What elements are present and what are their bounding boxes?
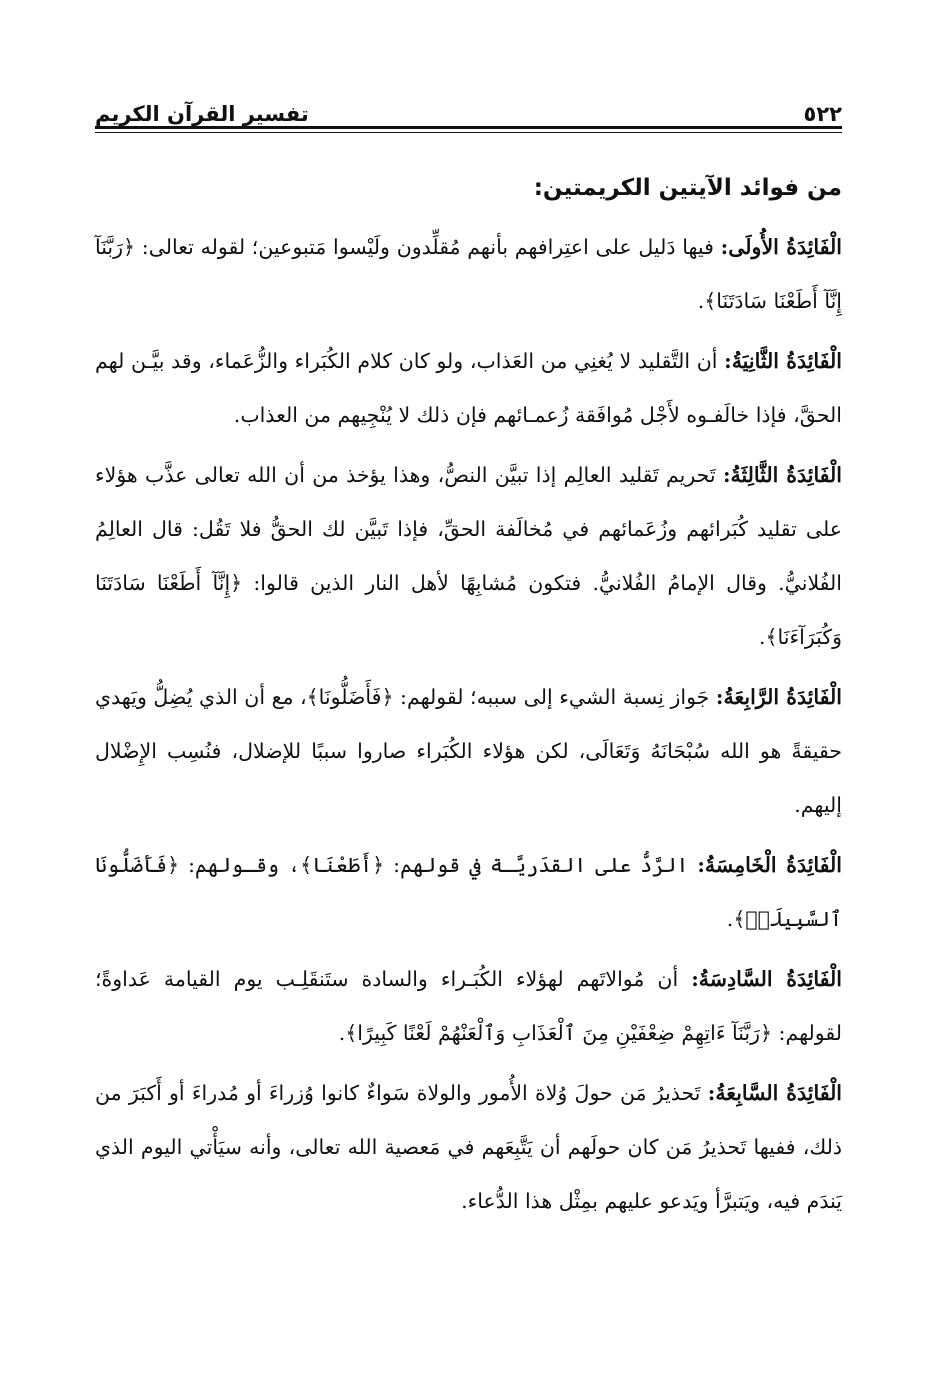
benefit-text: أن التَّقليد لا يُغنِي من العَذاب، ولو كان كلام الكُبَراء والزُّعَماء، وقد بيَّـن لهم الحقَّ، فإذا خالَفـوه لأَجْل مُوافَقة زُعمـائهم فإن ذلك لا يُنْجِيهم من العذاب.: [95, 349, 842, 427]
benefit-label: الْفَائِدَةُ السَّابِعَةُ:: [707, 1081, 843, 1105]
benefit-paragraph-2: [95, 334, 842, 442]
benefit-text: تَحذيرُ مَن حولَ وُلاة الأُمور والولاة سَواءٌ كانوا وُزراءَ أو مُدراءَ أو أَكبَرَ من ذلك، ففيها تَحذيرُ مَن كان حولَهم أن يَتَّبِعَهم في مَعصية الله تعالى، وأنه سيَأْتي اليوم الذي يَندَم فيه، ويَتبرَّأ ويَدعو عليهم بمِثْل هذا الدُّعاء.: [95, 1081, 842, 1213]
benefit-paragraph-6: [95, 952, 842, 1060]
benefit-text: جَواز نِسبة الشيء إلى سببه؛ لقولهم: ﴿فَأَضَلُّونَا﴾، مع أن الذي يُضِلُّ ويَهدي حقيقةً هو الله سُبْحَانَهُ وَتَعَالَى، لكن هؤلاء الكُبَراء صاروا سببًا للإضلال، فنُسِب الإِضْلال إليهم.: [95, 685, 842, 817]
benefit-text: تَحريم تَقليد العالِم إذا تبيَّن النصُّ، وهذا يؤخذ من أن الله تعالى عذَّب هؤلاء على تقليد كُبَرائهم وزُعَمائهم في مُخالَفة الحقِّ، فإذا تَبيَّن لك الحقُّ فلا تَقُل: قال العالِمُ الفُلانيُّ. وقال الإمامُ الفُلانيُّ. فتكون مُشابِهًا لأهل النار الذين قالوا: ﴿إِنَّآ أَطَعْنَا سَادَتَنَا وَكُبَرَآءَنَا﴾.: [95, 463, 842, 649]
benefit-label: الْفَائِدَةُ الثَّانِيَةُ:: [724, 349, 842, 373]
page-number: ٥٢٢: [803, 102, 842, 126]
benefit-label: الْفَائِدَةُ الرَّابِعَةُ:: [715, 685, 842, 709]
benefit-text: فيها دَليل على اعتِرافهم بأنهم مُقلِّدون ولَيْسوا مَتبوعين؛ لقوله تعالى: ﴿رَبَّنَآ إِنَّآ أَطَعْنَا سَادَتَنَا﴾.: [95, 235, 842, 313]
section-heading: من فوائد الآيتين الكريمتين:: [533, 175, 842, 201]
benefit-label: الْفَائِدَةُ الثَّالِثَةُ:: [722, 463, 842, 487]
benefit-paragraph-3: [95, 448, 842, 664]
benefit-paragraph-1: [95, 220, 842, 328]
book-title: تفسير القرآن الكريم: [95, 102, 309, 126]
benefit-label: الْفَائِدَةُ الأُولَى:: [720, 235, 842, 259]
header-rule: [95, 126, 842, 129]
benefit-text: الرَّدُّ على القدَريَّـة في قولهم: ﴿أَطَعْنَا﴾، وقـولهم: ﴿فَأَضَلُّونَا ٱلسَّبِيلَا۠﴾.: [95, 853, 842, 931]
benefit-paragraph-5: [95, 838, 842, 946]
page-body: [95, 162, 842, 1234]
benefit-label: الْفَائِدَةُ الْخَامِسَةُ:: [697, 853, 842, 877]
benefit-text: أن مُوالاتَهم لهؤلاء الكُبَـراء والسادة ستَنقَلِـب يوم القيامة عَداوةً؛ لقولهم: ﴿رَبَّنَآ ءَاتِهِمْ ضِعْفَيْنِ مِنَ ٱلْعَذَابِ وَٱلْعَنْهُمْ لَعْنًا كَبِيرًا﴾.: [95, 967, 842, 1045]
benefit-paragraph-4: [95, 670, 842, 832]
benefit-label: الْفَائِدَةُ السَّادِسَةُ:: [691, 967, 842, 991]
header-rule-thin: [95, 132, 842, 133]
benefit-paragraph-7: [95, 1066, 842, 1228]
running-header: [95, 86, 842, 126]
